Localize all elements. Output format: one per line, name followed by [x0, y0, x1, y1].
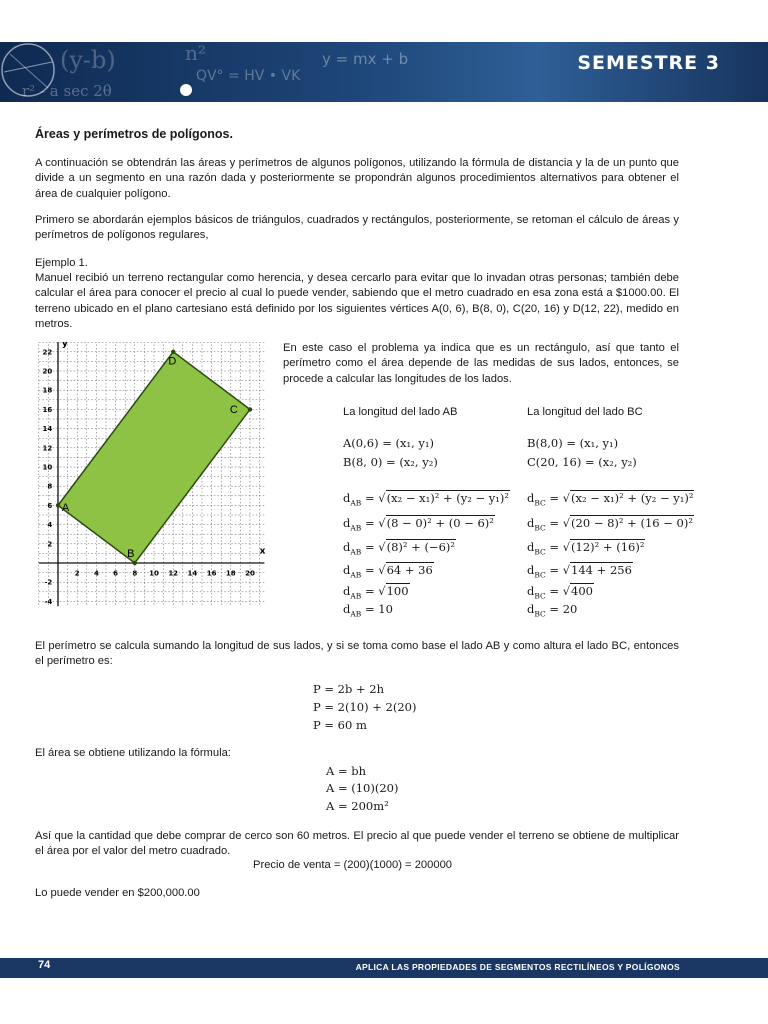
ab-dist-step-4: $d_{AB} = √64 + 36$ [343, 563, 433, 580]
y-tick-label: 4 [47, 521, 53, 530]
y-tick-label: 18 [42, 386, 53, 395]
bc-point-2: C(20, 16) = (x₂, y₂) [527, 455, 637, 469]
bc-dist-result-value: 20 [562, 602, 578, 616]
x-tick-label: 10 [149, 569, 159, 578]
paragraph-perimeter: El perímetro se calcula sumando la longitud de sus lados, y si se toma como base el lado AB y como altura el lado BC, entonces el perímetro es: [35, 640, 679, 668]
perimeter-step-1: P = 2b + 2h [313, 682, 385, 696]
semester-label: SEMESTRE 3 [577, 52, 720, 74]
vertex-point [133, 561, 137, 565]
footer-text: APLICA LAS PROPIEDADES DE SEGMENTOS RECTILÍNEOS Y POLÍGONOS [355, 962, 680, 972]
bc-dist-step-5-radicand: 400 [571, 584, 593, 598]
y-tick-label: 22 [42, 348, 53, 357]
bc-dist-result: $d_{BC} = 20$ [527, 602, 578, 619]
x-tick-label: 8 [132, 569, 138, 578]
banner-formula-4: QV° = HV • VK [196, 68, 301, 84]
ab-dist-formula: $d_{AB} = √(x_2 - x_1)^2 + (y_2 - y_1)^2$ [343, 491, 510, 508]
paragraph-final: Lo puede vender en $200,000.00 [35, 887, 200, 899]
banner-formula-5: r² - a sec 2θ [22, 82, 112, 100]
bc-dist-formula-radicand: (x₂ − x₁)² + (y₂ − y₁)² [571, 491, 694, 505]
banner-formula-1: (y-b) [60, 46, 116, 74]
ab-dist-step-3-radicand: (8)² + (−6)² [386, 540, 455, 554]
y-tick-label: -4 [44, 597, 53, 606]
paragraph-area: El área se obtiene utilizando la fórmula: [35, 747, 231, 759]
ab-heading: La longitud del lado AB [343, 406, 458, 418]
y-tick-label: 14 [42, 425, 53, 434]
y-tick-label: -2 [44, 578, 53, 587]
ab-dist-step-4-radicand: 64 + 36 [386, 563, 433, 577]
x-tick-label: 2 [74, 569, 80, 578]
vertex-label: B [127, 548, 135, 561]
x-tick-label: 12 [168, 569, 179, 578]
footer-bar [0, 958, 768, 978]
bc-dist-step-3-radicand: (12)² + (16)² [571, 540, 645, 554]
bc-heading: La longitud del lado BC [527, 406, 643, 418]
banner-formula-2: n² [185, 42, 206, 65]
vertex-point [248, 407, 252, 411]
paragraph-plan: Primero se abordarán ejemplos básicos de triángulos, cuadrados y rectángulos, posteriormente, se retoman el cálculo de áreas y perímetros de polígonos regulares, [35, 214, 679, 242]
bc-dist-formula: $d_{BC} = √(x_2 - x_1)^2 + (y_2 - y_1)^2$ [527, 491, 694, 508]
bc-dist-step-4-radicand: 144 + 256 [571, 563, 632, 577]
y-tick-label: 8 [47, 482, 53, 491]
area-step-2: A = (10)(20) [326, 781, 399, 795]
area-result: A = 200m² [326, 799, 389, 813]
ab-dist-step-5: $d_{AB} = √100$ [343, 584, 409, 601]
x-tick-label: 16 [206, 569, 217, 578]
paragraph-problem: Manuel recibió un terreno rectangular como herencia, y desea cercarlo para evitar que lo invadan otras personas; también debe calcular el área para conocer el precio al cual lo puede vender, sabiendo que el metro cuadrado en esa zona está a $1000.00. El terreno ubicado en el plano cartesiano está definido por los siguientes vértices A(0, 6), B(8, 0), C(20, 16) y D(12, 22), medido en metros. [35, 272, 679, 330]
ab-dist-result: $d_{AB} = 10$ [343, 602, 393, 619]
bc-dist-step-4: $d_{BC} = √144 + 256$ [527, 563, 632, 580]
y-tick-label: 16 [42, 405, 53, 414]
bc-dist-step-2: $d_{BC} = √(20 - 8)^2 + (16 - 0)^2$ [527, 516, 693, 533]
x-axis-label: x [259, 546, 266, 557]
y-tick-label: 10 [42, 463, 53, 472]
cartesian-graph [35, 342, 271, 608]
example-label: Ejemplo 1. [35, 257, 88, 269]
section-title: Áreas y perímetros de polígonos. [35, 127, 233, 141]
vertex-point [56, 503, 60, 507]
y-tick-label: 6 [47, 501, 53, 510]
y-tick-label: 2 [47, 540, 53, 549]
perimeter-result: P = 60 m [313, 718, 367, 732]
bc-dist-step-5: $d_{BC} = √400$ [527, 584, 593, 601]
ab-point-1: A(0,6) = (x₁, y₁) [343, 436, 435, 450]
vertex-label: A [61, 502, 70, 515]
page-number: 74 [38, 959, 51, 971]
paragraph-intro: A continuación se obtendrán las áreas y perímetros de algunos polígonos, utilizando la fórmula de distancia y la de un punto que divide a un segmento en una razón dada y posteriormente se propondrán algunos procedimientos alternativos para obtener el área de cualquier polígono. [35, 157, 679, 200]
area-step-1: A = bh [326, 764, 367, 778]
vertex-label: D [168, 355, 177, 368]
y-tick-label: 20 [42, 367, 53, 376]
ab-dist-step-5-radicand: 100 [386, 584, 409, 598]
ab-dist-step-2: $d_{AB} = √(8 - 0)^2 + (0 - 6)^2$ [343, 516, 494, 533]
y-tick-label: 12 [42, 444, 53, 453]
bc-dist-step-3: $d_{BC} = √(12)^2 + (16)^2$ [527, 540, 645, 557]
bc-dist-step-2-radicand: (20 − 8)² + (16 − 0)² [571, 516, 693, 530]
ab-dist-step-2-radicand: (8 − 0)² + (0 − 6)² [386, 516, 494, 530]
ab-dist-result-value: 10 [378, 602, 393, 616]
ab-dist-step-3: $d_{AB} = √(8)^2 + (-6)^2$ [343, 540, 455, 557]
bc-point-1: B(8,0) = (x₁, y₁) [527, 436, 619, 450]
vertex-point [171, 350, 175, 354]
vertex-label: C [229, 404, 238, 417]
x-tick-label: 4 [93, 569, 99, 578]
paragraph-conclusion: Así que la cantidad que debe comprar de cerco son 60 metros. El precio al que puede vender el terreno se obtiene de multiplicar el área por el valor del metro cuadrado. [35, 830, 679, 858]
perimeter-step-2: P = 2(10) + 2(20) [313, 700, 417, 714]
sale-price-formula: Precio de venta = (200)(1000) = 200000 [253, 859, 453, 871]
x-tick-label: 6 [113, 569, 119, 578]
x-tick-label: 18 [225, 569, 236, 578]
paragraph-rectangle: En este caso el problema ya indica que es un rectángulo, así que tanto el perímetro como el área depende de las medidas de sus lados, entonces, se procede a calcular las longitudes de los lados. [283, 342, 679, 385]
ab-dist-formula-radicand: (x₂ − x₁)² + (y₂ − y₁)² [386, 491, 510, 505]
ab-point-2: B(8, 0) = (x₂, y₂) [343, 455, 438, 469]
x-tick-label: 20 [245, 569, 255, 578]
x-tick-label: 14 [187, 569, 198, 578]
y-axis-label: y [61, 342, 68, 350]
banner-formula-3: y = mx + b [322, 50, 409, 68]
